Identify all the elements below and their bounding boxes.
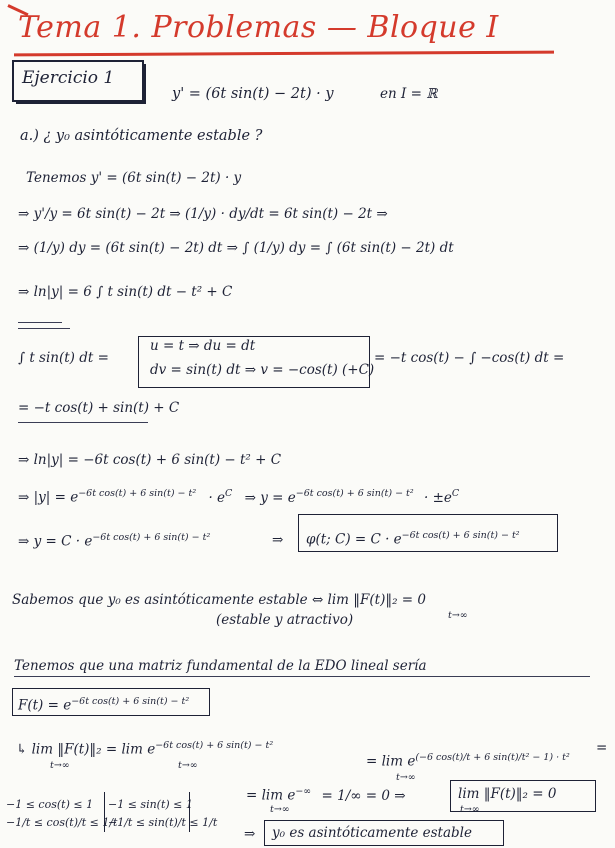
limit-line-3-sub: t→∞: [270, 804, 290, 815]
limit-line-3: [246, 786, 406, 804]
title-underline: [14, 51, 554, 57]
limit-line-3-base: = lim e: [246, 787, 296, 804]
exercise-label: Ejercicio 1: [22, 68, 115, 88]
limit-line-2-exp: (−6 cos(t)/t + 6 sin(t)/t² − 1) · t²: [415, 752, 570, 763]
limit-result-sub: t→∞: [460, 804, 480, 815]
page-title: Tema 1. Problemas — Bloque I: [18, 10, 499, 45]
ineq-sin-2: −1/t ≤ sin(t)/t ≤ 1/t: [108, 816, 218, 829]
y-base: ⇒ y = e: [244, 489, 296, 506]
y-general-exp: −6t cos(t) + 6 sin(t) − t²: [92, 532, 211, 543]
limit-line-2: [366, 752, 570, 770]
solution-base: φ(t; C) = C · e: [306, 531, 402, 548]
underline-matriz: [14, 676, 590, 677]
limit-line-1: [16, 740, 273, 758]
solution-exp: −6t cos(t) + 6 sin(t) − t²: [401, 530, 520, 541]
limit-line-2-base: = lim e: [366, 753, 416, 770]
limit-line-1-sub-2: t→∞: [178, 760, 198, 771]
absy-base: ⇒ |y| = e: [18, 489, 79, 506]
limit-line-1-base: ↳ lim ‖F(t)‖₂ = lim e: [16, 741, 156, 758]
solution-formula: [306, 530, 520, 548]
limit-line-2-sub: t→∞: [396, 772, 416, 783]
line-lny: ⇒ ln|y| = 6 ∫ t sin(t) dt − t² + C: [18, 284, 233, 300]
ineq-cos-1: −1 ≤ cos(t) ≤ 1: [6, 798, 94, 811]
fundamental-matrix-exp: −6t cos(t) + 6 sin(t) − t²: [71, 696, 190, 707]
limit-line-1-sub-1: t→∞: [50, 760, 70, 771]
y-exp: −6t cos(t) + 6 sin(t) − t²: [295, 488, 414, 499]
ibp-left: ∫ t sin(t) dt =: [18, 350, 109, 366]
ibp-result: = −t cos(t) + sin(t) + C: [18, 400, 180, 416]
exercise-equation: y' = (6t sin(t) − 2t) · y: [172, 86, 334, 102]
y-pm-ec-exp: C: [451, 488, 460, 499]
title-block: [8, 4, 608, 54]
absy-ec: · e: [208, 489, 226, 506]
line-y-general: [18, 532, 210, 550]
limit-line-1-exp: −6t cos(t) + 6 sin(t) − t²: [155, 740, 274, 751]
limit-line-3-exp: −∞: [295, 786, 312, 797]
line-sabemos: Sabemos que y₀ es asintóticamente estable ⇔ lim ‖F(t)‖₂ = 0: [12, 592, 426, 608]
sabemos-paren: (estable y atractivo): [216, 612, 354, 628]
line-tenemos: Tenemos y' = (6t sin(t) − 2t) · y: [26, 170, 242, 186]
fundamental-matrix: [18, 696, 189, 714]
line-absy: [18, 488, 459, 506]
question-a: a.) ¿ y₀ asintóticamente estable ?: [20, 128, 263, 144]
limit-line-3-rest: = 1/∞ = 0 ⇒: [321, 787, 406, 804]
separator-result: [18, 422, 148, 423]
ibp-right: = −t cos(t) − ∫ −cos(t) dt =: [374, 350, 565, 366]
limit-result: lim ‖F(t)‖₂ = 0: [458, 786, 557, 802]
limit-line-2-eq: =: [596, 740, 608, 756]
ineq-sin-1: −1 ≤ sin(t) ≤ 1: [108, 798, 193, 811]
ineq-cos-2: −1/t ≤ cos(t)/t ≤ 1/t: [6, 816, 118, 829]
implies-arrow-1: ⇒: [272, 532, 284, 548]
ibp-row-1: u = t ⇒ du = dt: [150, 338, 256, 354]
conclusion-arrow: ⇒: [244, 826, 256, 842]
exercise-domain: en I = ℝ: [380, 86, 438, 102]
sabemos-lim-sub: t→∞: [448, 610, 468, 621]
ibp-row-2: dv = sin(t) dt ⇒ v = −cos(t) (+C): [150, 362, 375, 378]
conclusion-text: y₀ es asintóticamente estable: [272, 825, 472, 841]
line-matriz-fundamental: Tenemos que una matriz fundamental de la EDO lineal sería: [14, 658, 427, 674]
separator-short-1: [18, 322, 62, 323]
line-separate: ⇒ y'/y = 6t sin(t) − 2t ⇒ (1/y) · dy/dt = 6t sin(t) − 2t ⇒: [18, 206, 388, 222]
line-integrate: ⇒ (1/y) dy = (6t sin(t) − 2t) dt ⇒ ∫ (1/y) dy = ∫ (6t sin(t) − 2t) dt: [18, 240, 454, 256]
absy-ec-exp: C: [225, 488, 233, 499]
separator-short-2: [18, 328, 70, 329]
y-pm-ec: · ±e: [424, 489, 452, 506]
y-general-base: ⇒ y = C · e: [18, 533, 93, 550]
absy-exp: −6t cos(t) + 6 sin(t) − t²: [78, 488, 197, 499]
fundamental-matrix-base: F(t) = e: [18, 697, 72, 714]
line-lny-full: ⇒ ln|y| = −6t cos(t) + 6 sin(t) − t² + C: [18, 452, 282, 468]
